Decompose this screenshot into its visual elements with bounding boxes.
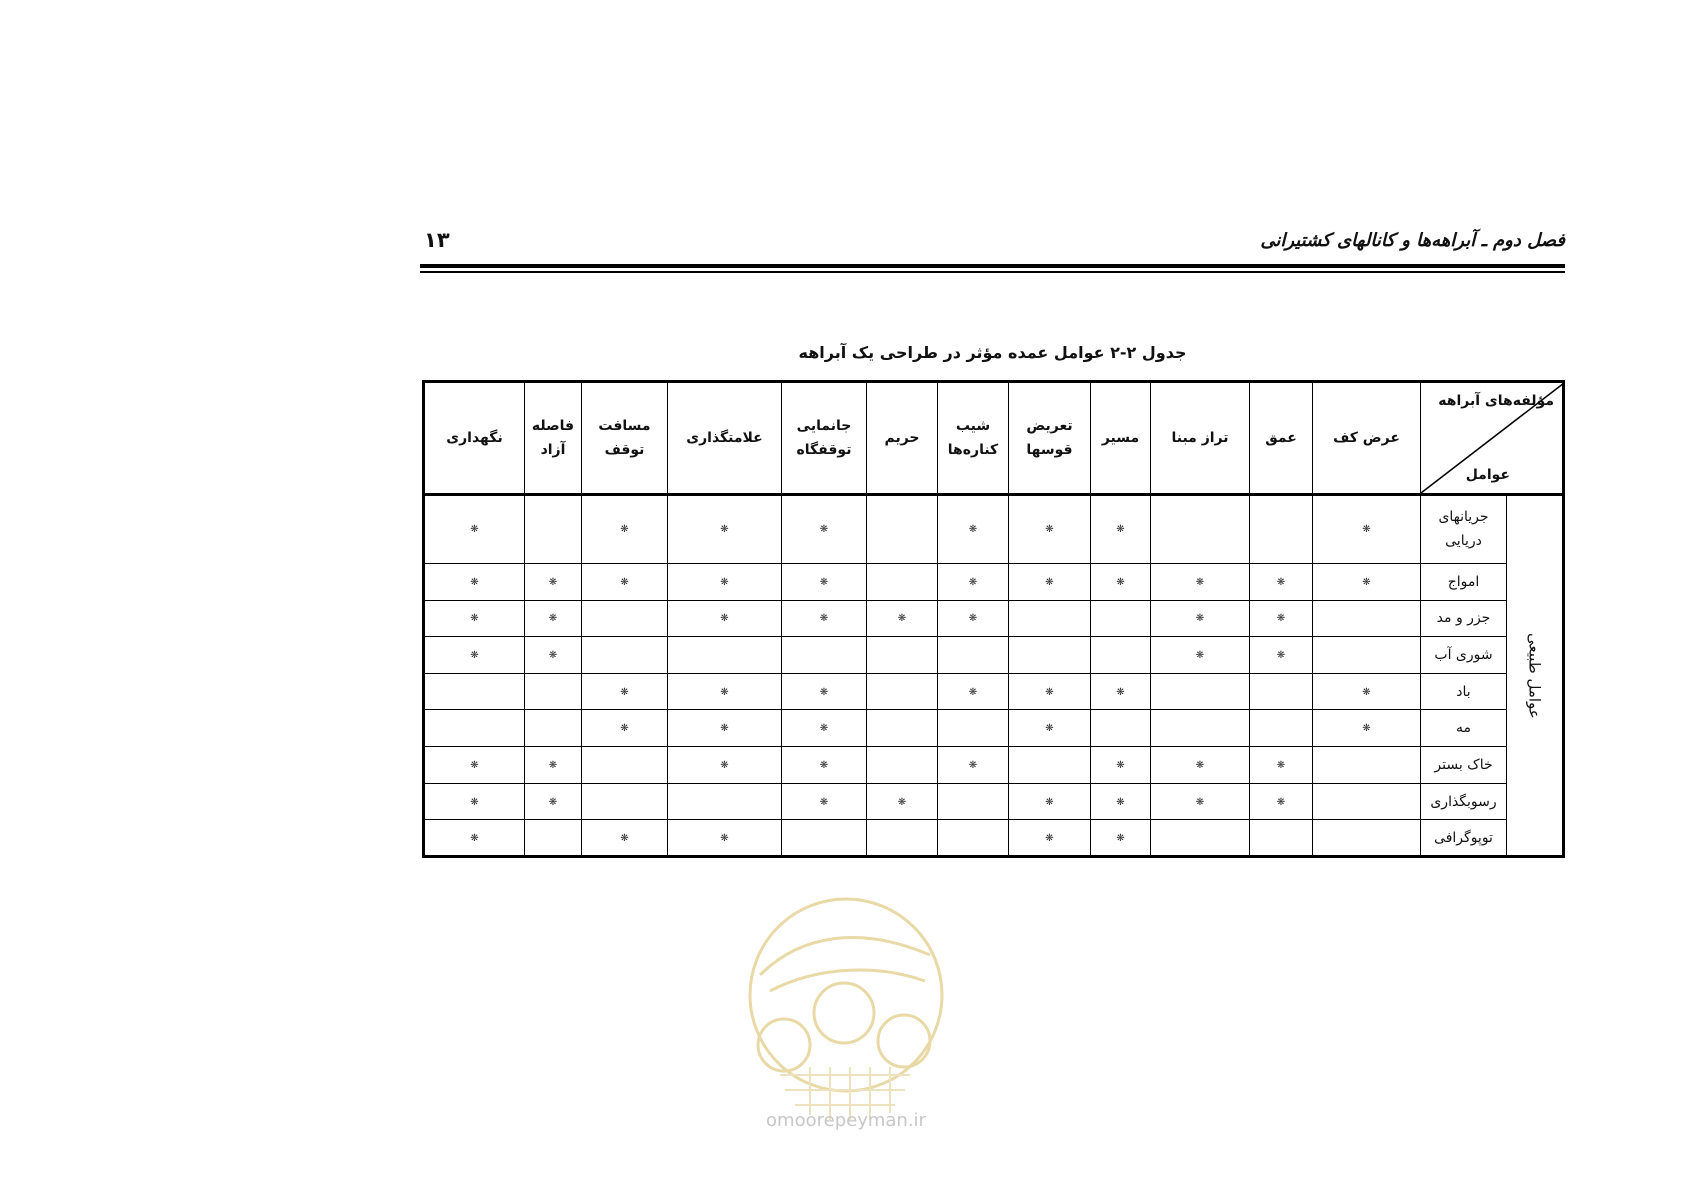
mark-icon: ❋ (1116, 686, 1125, 698)
mark-icon: ❋ (897, 796, 907, 808)
table-cell (424, 710, 525, 747)
table-cell (525, 710, 582, 747)
mark-icon: ❋ (548, 759, 558, 771)
table-cell (525, 673, 582, 710)
row-label: امواج (1421, 563, 1507, 600)
mark-icon: ❋ (720, 686, 729, 698)
table-cell (1009, 637, 1091, 674)
mark-icon: ❋ (470, 524, 479, 536)
row-label: جزر و مد (1421, 600, 1507, 637)
mark-icon: ❋ (1276, 576, 1286, 588)
table-cell (1151, 783, 1250, 820)
table-cell (938, 495, 1009, 564)
table-cell (1009, 747, 1091, 784)
mark-icon: ❋ (548, 796, 558, 808)
mark-icon: ❋ (470, 759, 479, 771)
mark-icon: ❋ (819, 796, 829, 808)
watermark-site: omoorepeyman.ir (766, 1110, 926, 1131)
mark-icon: ❋ (1116, 759, 1125, 771)
table-cell (1313, 710, 1421, 747)
table-cell (1151, 600, 1250, 637)
table-cell (782, 820, 867, 857)
table-cell (668, 600, 782, 637)
table-cell (1009, 673, 1091, 710)
table-body (424, 495, 1564, 857)
mark-icon: ❋ (1362, 723, 1371, 735)
row-label: جریانهای دریایی (1421, 495, 1507, 564)
mark-icon: ❋ (1195, 576, 1205, 588)
mark-icon: ❋ (819, 759, 829, 771)
column-header: علامتگذاری (668, 382, 782, 495)
mark-icon: ❋ (620, 686, 629, 698)
table-cell (1313, 783, 1421, 820)
table-cell (1250, 637, 1313, 674)
table-header-row (424, 382, 1564, 495)
column-header: فاصله آزاد (525, 382, 582, 495)
mark-icon: ❋ (1045, 796, 1054, 808)
row-label: رسوبگذاری (1421, 783, 1507, 820)
table-cell (424, 563, 525, 600)
mark-icon: ❋ (1116, 796, 1125, 808)
table-cell (782, 600, 867, 637)
row-label: توپوگرافی (1421, 820, 1507, 857)
mark-icon: ❋ (819, 723, 829, 735)
table-cell (668, 820, 782, 857)
table-cell (582, 820, 668, 857)
mark-icon: ❋ (620, 832, 629, 844)
table-row (424, 495, 1564, 564)
table-cell (1250, 563, 1313, 600)
mark-icon: ❋ (548, 613, 558, 625)
table-cell (782, 563, 867, 600)
watermark-logo (740, 895, 952, 1135)
table-cell (1313, 673, 1421, 710)
table-cell (938, 673, 1009, 710)
design-factors-table (422, 380, 1565, 858)
header-rule-thick (420, 264, 1565, 268)
table-cell (582, 783, 668, 820)
table-cell (938, 563, 1009, 600)
mark-icon: ❋ (1045, 576, 1054, 588)
table-cell (668, 710, 782, 747)
table-cell (1091, 563, 1151, 600)
table-cell (525, 820, 582, 857)
row-label: باد (1421, 673, 1507, 710)
table-cell (867, 563, 938, 600)
table-cell (1313, 747, 1421, 784)
table-cell (668, 563, 782, 600)
mark-icon: ❋ (1116, 524, 1125, 536)
table-cell (1151, 563, 1250, 600)
mark-icon: ❋ (1195, 650, 1205, 661)
mark-icon: ❋ (819, 576, 829, 588)
table-cell (582, 710, 668, 747)
table-cell (1151, 747, 1250, 784)
table-cell (1091, 710, 1151, 747)
mark-icon: ❋ (1276, 759, 1286, 771)
table-cell (1091, 637, 1151, 674)
mark-icon: ❋ (548, 576, 558, 588)
mark-icon: ❋ (720, 723, 729, 735)
mark-icon: ❋ (1116, 832, 1125, 844)
column-header: نگهداری (424, 382, 525, 495)
table-cell (1250, 600, 1313, 637)
table-row (424, 747, 1564, 784)
table-cell (1151, 637, 1250, 674)
mark-icon: ❋ (470, 576, 479, 588)
mark-icon: ❋ (1195, 613, 1205, 625)
column-header: عرض کف (1313, 382, 1421, 495)
table-cell (1009, 710, 1091, 747)
table-cell (867, 600, 938, 637)
mark-icon: ❋ (548, 650, 558, 661)
table-cell (1091, 820, 1151, 857)
table-cell (867, 820, 938, 857)
table-cell (582, 495, 668, 564)
column-header: جانمایی توقفگاه (782, 382, 867, 495)
table-row (424, 563, 1564, 600)
table-cell (1151, 495, 1250, 564)
mark-icon: ❋ (720, 832, 729, 844)
table-cell (938, 820, 1009, 857)
column-header: حریم (867, 382, 938, 495)
table-cell (782, 710, 867, 747)
table-cell (668, 673, 782, 710)
mark-icon: ❋ (1045, 723, 1054, 735)
table-cell (668, 637, 782, 674)
table-cell (525, 495, 582, 564)
table-cell (668, 783, 782, 820)
table-cell (782, 495, 867, 564)
mark-icon: ❋ (620, 524, 629, 536)
table-cell (582, 563, 668, 600)
table-row (424, 783, 1564, 820)
table-row (424, 637, 1564, 674)
table-cell (782, 747, 867, 784)
corner-label-components: مؤلفه‌های آبراهه (1438, 393, 1554, 409)
mark-icon: ❋ (897, 613, 907, 625)
mark-icon: ❋ (470, 650, 479, 661)
table-cell (1009, 600, 1091, 637)
table-cell (582, 747, 668, 784)
table-cell (938, 710, 1009, 747)
table-cell (582, 673, 668, 710)
chapter-title: فصل دوم ـ آبراهه‌ها و کانالهای کشتیرانی (1260, 230, 1565, 251)
table-cell (1151, 820, 1250, 857)
mark-icon: ❋ (470, 796, 479, 808)
table-cell (782, 673, 867, 710)
mark-icon: ❋ (819, 524, 829, 536)
table-cell (938, 747, 1009, 784)
table-cell (1250, 820, 1313, 857)
mark-icon: ❋ (620, 576, 629, 588)
table-cell (1313, 600, 1421, 637)
mark-icon: ❋ (1195, 759, 1205, 771)
table-cell (1313, 563, 1421, 600)
table-cell (1250, 673, 1313, 710)
table-caption: جدول ۲-۲ عوامل عمده مؤثر در طراحی یک آبراهه (798, 343, 1187, 362)
corner-label-factors: عوامل (1465, 467, 1510, 483)
mark-icon: ❋ (1276, 650, 1286, 661)
column-header: تعریض قوسها (1009, 382, 1091, 495)
mark-icon: ❋ (819, 613, 829, 625)
table-cell (668, 747, 782, 784)
mark-icon: ❋ (1276, 796, 1286, 808)
mark-icon: ❋ (720, 576, 729, 588)
table-cell (668, 495, 782, 564)
mark-icon: ❋ (968, 686, 978, 698)
mark-icon: ❋ (968, 759, 978, 771)
table-cell (867, 710, 938, 747)
table-cell (782, 783, 867, 820)
table-cell (1009, 495, 1091, 564)
mark-icon: ❋ (968, 524, 978, 536)
table-cell (1313, 820, 1421, 857)
table-row (424, 673, 1564, 710)
mark-icon: ❋ (1116, 576, 1125, 588)
table-cell (1250, 495, 1313, 564)
mark-icon: ❋ (470, 832, 479, 844)
mark-icon: ❋ (1362, 576, 1371, 588)
table-cell (867, 637, 938, 674)
table-cell (424, 820, 525, 857)
mark-icon: ❋ (1362, 524, 1371, 536)
table-cell (867, 673, 938, 710)
table-cell (1091, 495, 1151, 564)
row-label: شوری آب (1421, 637, 1507, 674)
table-cell (582, 600, 668, 637)
table-corner-cell (1421, 382, 1564, 495)
mark-icon: ❋ (1276, 613, 1286, 625)
page-header (420, 226, 1565, 256)
mark-icon: ❋ (620, 723, 629, 735)
table-row (424, 710, 1564, 747)
table-cell (424, 747, 525, 784)
table-cell (582, 637, 668, 674)
table-cell (1091, 747, 1151, 784)
mark-icon: ❋ (720, 613, 729, 625)
table-cell (525, 600, 582, 637)
table-cell (424, 673, 525, 710)
table-cell (525, 637, 582, 674)
table-cell (525, 563, 582, 600)
table-cell (1313, 495, 1421, 564)
column-header: تراز مبنا (1151, 382, 1250, 495)
table-cell (867, 783, 938, 820)
table-cell (424, 600, 525, 637)
mark-icon: ❋ (720, 759, 729, 771)
table-row (424, 600, 1564, 637)
mark-icon: ❋ (1195, 796, 1205, 808)
row-label: مه (1421, 710, 1507, 747)
table-cell (424, 495, 525, 564)
column-header: مسیر (1091, 382, 1151, 495)
mark-icon: ❋ (720, 524, 729, 536)
table-cell (782, 637, 867, 674)
page-number: ۱۳ (424, 228, 450, 252)
table-cell (938, 637, 1009, 674)
column-header: شیب کناره‌ها (938, 382, 1009, 495)
table-cell (1313, 637, 1421, 674)
table-cell (1250, 783, 1313, 820)
table-cell (1009, 783, 1091, 820)
table-cell (1151, 673, 1250, 710)
group-label-cell (1507, 495, 1564, 857)
mark-icon: ❋ (1362, 686, 1371, 698)
table-row (424, 820, 1564, 857)
table-cell (1250, 747, 1313, 784)
mark-icon: ❋ (819, 686, 829, 698)
table-cell (424, 783, 525, 820)
table-cell (525, 747, 582, 784)
mark-icon: ❋ (1045, 832, 1054, 844)
table-cell (1250, 710, 1313, 747)
mark-icon: ❋ (1045, 686, 1054, 698)
mark-icon: ❋ (968, 576, 978, 588)
table-cell (867, 495, 938, 564)
table-cell (1009, 820, 1091, 857)
table-cell (938, 783, 1009, 820)
table-cell (1091, 600, 1151, 637)
mark-icon: ❋ (968, 613, 978, 625)
table-cell (1091, 783, 1151, 820)
mark-icon: ❋ (1045, 524, 1054, 536)
table-cell (1091, 673, 1151, 710)
header-rule-thin (420, 271, 1565, 273)
column-header: مسافت توقف (582, 382, 668, 495)
table-cell (867, 747, 938, 784)
group-label: عوامل طبیعی (1525, 632, 1544, 719)
table-cell (1151, 710, 1250, 747)
table-cell (424, 637, 525, 674)
table-cell (1009, 563, 1091, 600)
row-label: خاک بستر (1421, 747, 1507, 784)
mark-icon: ❋ (470, 613, 479, 625)
table-cell (938, 600, 1009, 637)
column-header: عمق (1250, 382, 1313, 495)
table-cell (525, 783, 582, 820)
